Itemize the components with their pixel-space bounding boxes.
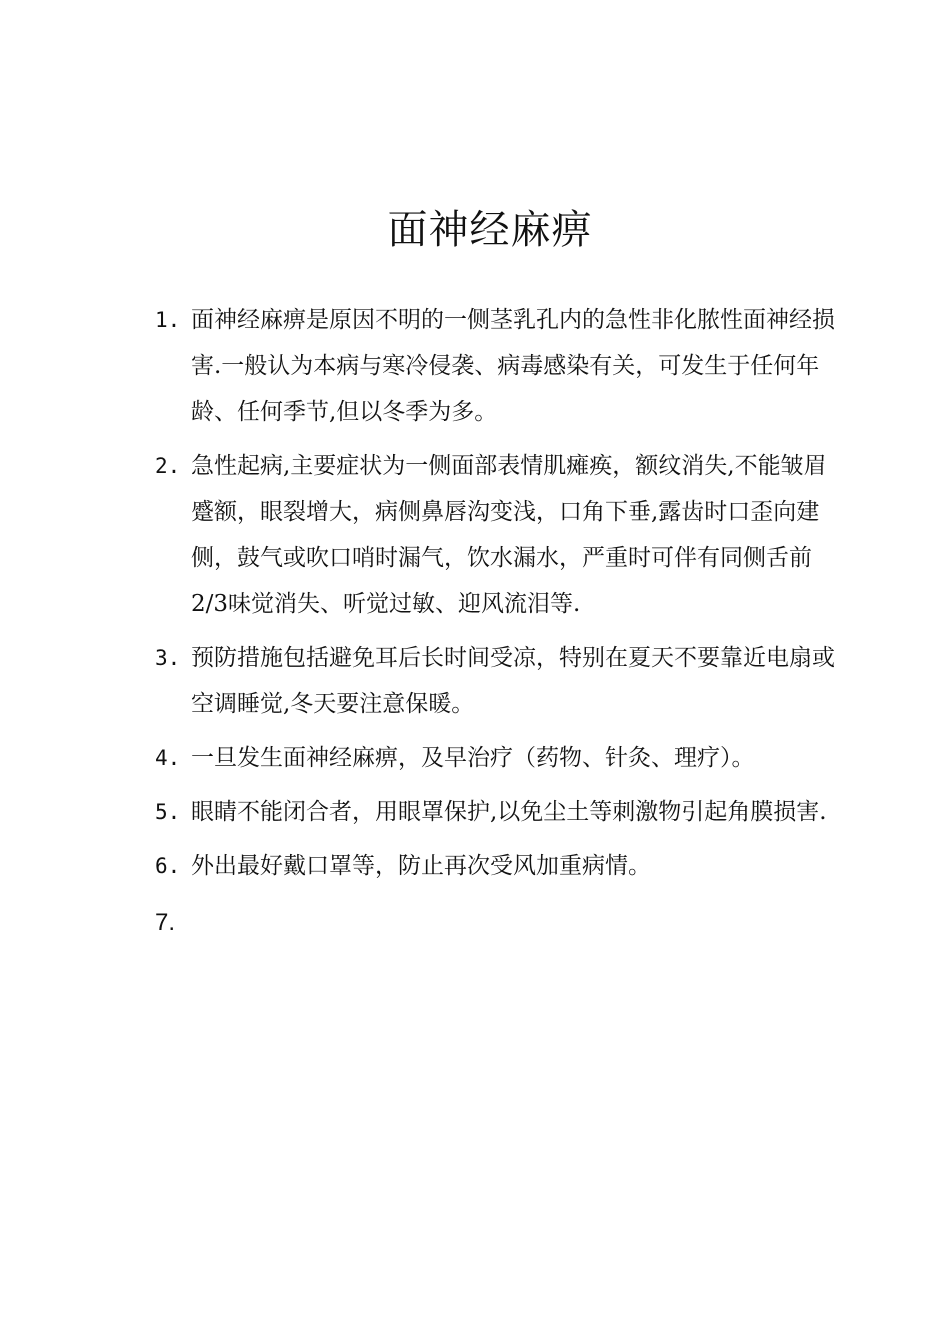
list-item (155, 789, 835, 835)
item-text: 面神经麻痹是原因不明的一侧茎乳孔内的急性非化脓性面神经损害.一般认为本病与寒冷侵袭、病毒感染有关，可发生于任何年龄、任何季节,但以冬季为多。 (191, 307, 835, 425)
item-number: 3. (155, 646, 181, 670)
item-number: 4. (155, 746, 181, 770)
list-item (155, 843, 835, 889)
item-text: 眼睛不能闭合者，用眼罩保护,以免尘土等刺激物引起角膜损害. (191, 799, 827, 825)
document-title: 面神经麻痹 (387, 207, 593, 253)
item-number: 5. (155, 800, 181, 824)
item-text: 预防措施包括避免耳后长时间受凉，特别在夏天不要靠近电扇或空调睡觉,冬天要注意保暖。 (191, 645, 835, 717)
item-text: 外出最好戴口罩等，防止再次受风加重病情。 (191, 853, 651, 879)
list-item (155, 635, 835, 727)
item-number: 1. (155, 308, 181, 332)
item-number: 2. (155, 454, 181, 478)
item-text: 一旦发生面神经麻痹，及早治疗（药物、针灸、理疗）。 (191, 745, 755, 771)
item-number: 7. (155, 909, 176, 936)
list-item (155, 443, 835, 627)
item-number: 6. (155, 854, 181, 878)
numbered-list (155, 297, 835, 936)
list-item (155, 735, 835, 781)
list-item (155, 297, 835, 435)
item-text: 急性起病,主要症状为一侧面部表情肌瘫痪，额纹消失,不能皱眉蹙额，眼裂增大，病侧鼻唇沟变浅，口角下垂,露齿时口歪向建侧，鼓气或吹口哨时漏气，饮水漏水，严重时可伴有同侧舌前2/3味觉消失、听觉过敏、迎风流泪等. (191, 453, 827, 617)
